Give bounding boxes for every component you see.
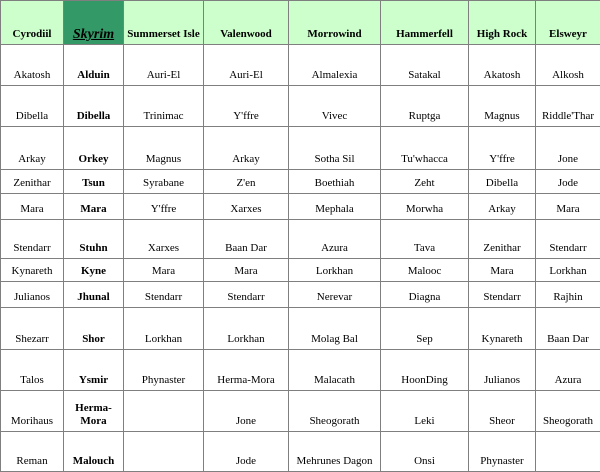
header-skyrim: Skyrim [64, 1, 124, 45]
table-cell: Sep [381, 308, 469, 350]
table-cell: Sotha Sil [289, 127, 381, 170]
header-cyrodiil: Cyrodiil [1, 1, 64, 45]
table-cell: Morwha [381, 194, 469, 220]
table-cell: Orkey [64, 127, 124, 170]
table-cell: Ysmir [64, 350, 124, 391]
table-cell: Alkosh [536, 45, 600, 86]
header-high-rock: High Rock [469, 1, 536, 45]
header-row [1, 1, 600, 45]
table-cell: Tava [381, 220, 469, 259]
table-cell: Dibella [469, 170, 536, 194]
table-cell: Vivec [289, 86, 381, 127]
table-cell: Sheor [469, 391, 536, 432]
table-row [1, 259, 600, 282]
table-cell: Jhunal [64, 282, 124, 308]
table-cell: Stendarr [204, 282, 289, 308]
table-cell: Jone [536, 127, 600, 170]
table-cell: Sheogorath [536, 391, 600, 432]
table-cell: Auri-El [204, 45, 289, 86]
table-cell: Azura [289, 220, 381, 259]
table-row [1, 220, 600, 259]
table-cell: Akatosh [469, 45, 536, 86]
table-cell: Nerevar [289, 282, 381, 308]
table-cell: Herma-Mora [204, 350, 289, 391]
table-cell: Herma-Mora [64, 391, 124, 432]
table-cell: Malacath [289, 350, 381, 391]
header-summerset-isle: Summerset Isle [124, 1, 204, 45]
table-cell: Xarxes [124, 220, 204, 259]
table-cell: Stendarr [1, 220, 64, 259]
table-cell: Jone [204, 391, 289, 432]
table-row [1, 391, 600, 432]
table-cell: HoonDing [381, 350, 469, 391]
table-cell: Stuhn [64, 220, 124, 259]
table-cell: Phynaster [469, 432, 536, 472]
table-cell: Tu'whacca [381, 127, 469, 170]
table-cell: Satakal [381, 45, 469, 86]
table-cell: Auri-El [124, 45, 204, 86]
table-cell: Stendarr [124, 282, 204, 308]
table-cell: Lorkhan [204, 308, 289, 350]
table-cell: Mara [536, 194, 600, 220]
table-cell: Stendarr [536, 220, 600, 259]
table-cell: Molag Bal [289, 308, 381, 350]
table-cell: Lorkhan [124, 308, 204, 350]
table-cell: Arkay [204, 127, 289, 170]
table-cell: Xarxes [204, 194, 289, 220]
table-body [1, 45, 600, 472]
table-cell [124, 391, 204, 432]
table-cell: Y'ffre [124, 194, 204, 220]
table-cell: Rajhin [536, 282, 600, 308]
table-cell: Malouch [64, 432, 124, 472]
table-cell: Kyne [64, 259, 124, 282]
table-cell: Boethiah [289, 170, 381, 194]
table-row [1, 432, 600, 472]
table-cell: Mara [1, 194, 64, 220]
table-cell: Morihaus [1, 391, 64, 432]
header-hammerfell: Hammerfell [381, 1, 469, 45]
table-cell: Shor [64, 308, 124, 350]
table-cell: Julianos [469, 350, 536, 391]
table-cell: Reman [1, 432, 64, 472]
table-cell: Ruptga [381, 86, 469, 127]
table-cell: Tsun [64, 170, 124, 194]
table-cell: Sheogorath [289, 391, 381, 432]
table-cell: Y'ffre [204, 86, 289, 127]
table-cell: Dibella [1, 86, 64, 127]
table-cell: Diagna [381, 282, 469, 308]
table-row [1, 86, 600, 127]
table-row [1, 45, 600, 86]
table-row [1, 194, 600, 220]
table-row [1, 350, 600, 391]
table-cell: Arkay [469, 194, 536, 220]
table-cell: Onsi [381, 432, 469, 472]
table-cell: Mara [64, 194, 124, 220]
table-cell: Mara [469, 259, 536, 282]
table-cell: Trinimac [124, 86, 204, 127]
table-cell: Alduin [64, 45, 124, 86]
table-cell: Z'en [204, 170, 289, 194]
table-cell: Azura [536, 350, 600, 391]
table-cell: Syrabane [124, 170, 204, 194]
table-row [1, 282, 600, 308]
header-valenwood: Valenwood [204, 1, 289, 45]
table-cell: Talos [1, 350, 64, 391]
table-cell: Kynareth [1, 259, 64, 282]
table-cell: Mehrunes Dagon [289, 432, 381, 472]
table-cell: Zeht [381, 170, 469, 194]
table-cell: Mara [124, 259, 204, 282]
table-cell: Mephala [289, 194, 381, 220]
table-cell [124, 432, 204, 472]
table-cell: Arkay [1, 127, 64, 170]
table-row [1, 308, 600, 350]
table-cell: Almalexia [289, 45, 381, 86]
table-cell: Magnus [469, 86, 536, 127]
table-cell: Stendarr [469, 282, 536, 308]
table-cell: Baan Dar [204, 220, 289, 259]
table-cell: Leki [381, 391, 469, 432]
table-cell: Jode [204, 432, 289, 472]
table-cell: Jode [536, 170, 600, 194]
table-row [1, 170, 600, 194]
table-cell: Kynareth [469, 308, 536, 350]
table-cell: Lorkhan [289, 259, 381, 282]
table-cell: Shezarr [1, 308, 64, 350]
table-cell [536, 432, 600, 472]
table-cell: Riddle'Thar [536, 86, 600, 127]
header-elsweyr: Elsweyr [536, 1, 600, 45]
table-cell: Julianos [1, 282, 64, 308]
table-cell: Zenithar [469, 220, 536, 259]
table-cell: Baan Dar [536, 308, 600, 350]
table-cell: Lorkhan [536, 259, 600, 282]
header-morrowind: Morrowind [289, 1, 381, 45]
table-cell: Mara [204, 259, 289, 282]
table-cell: Malooc [381, 259, 469, 282]
table-cell: Magnus [124, 127, 204, 170]
table-cell: Akatosh [1, 45, 64, 86]
table-cell: Dibella [64, 86, 124, 127]
table-cell: Y'ffre [469, 127, 536, 170]
table-cell: Phynaster [124, 350, 204, 391]
table-cell: Zenithar [1, 170, 64, 194]
table-row [1, 127, 600, 170]
